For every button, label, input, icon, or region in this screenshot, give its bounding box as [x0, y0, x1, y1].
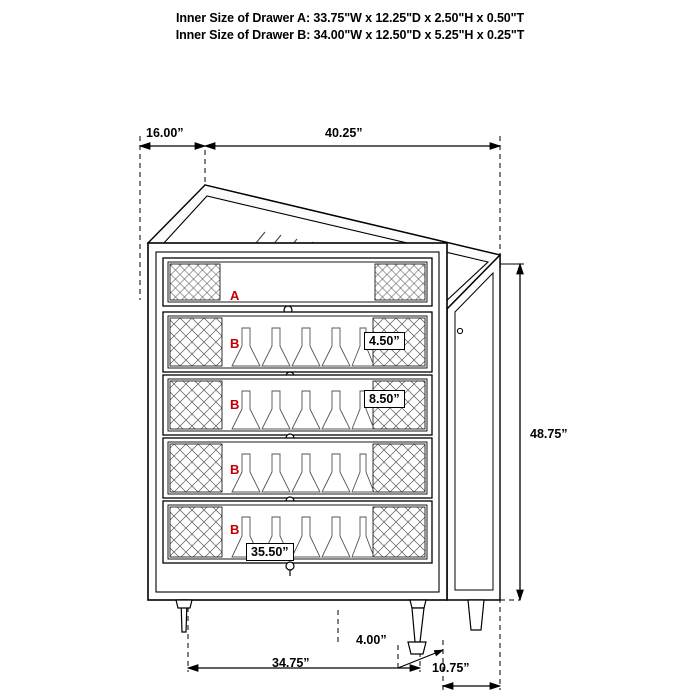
drawer-label-b2: B — [230, 397, 240, 412]
dim-bottom-width-label: 34.75” — [272, 656, 310, 670]
drawer-label-a: A — [230, 288, 240, 303]
drawer-label-b4: B — [230, 522, 240, 537]
dim-right-height-label: 48.75” — [530, 427, 568, 441]
dim-top-left-label: 16.00” — [146, 126, 184, 140]
header-line-2: Inner Size of Drawer B: 34.00"W x 12.50"D x 5.25"H x 0.25"T — [175, 28, 525, 42]
drawer-label-b3: B — [230, 462, 240, 477]
callout-drawer-height-2: 8.50” — [364, 390, 405, 408]
drawer-label-b1: B — [230, 336, 240, 351]
dim-depth-label: 10.75” — [432, 661, 470, 675]
dim-foot-label: 4.00” — [356, 633, 387, 647]
dim-top-width-label: 40.25” — [325, 126, 363, 140]
header-line-1: Inner Size of Drawer A: 33.75"W x 12.25"D x 2.50"H x 0.50"T — [175, 11, 525, 25]
callout-drawer-width: 35.50” — [246, 543, 294, 561]
callout-drawer-height-1: 4.50” — [364, 332, 405, 350]
